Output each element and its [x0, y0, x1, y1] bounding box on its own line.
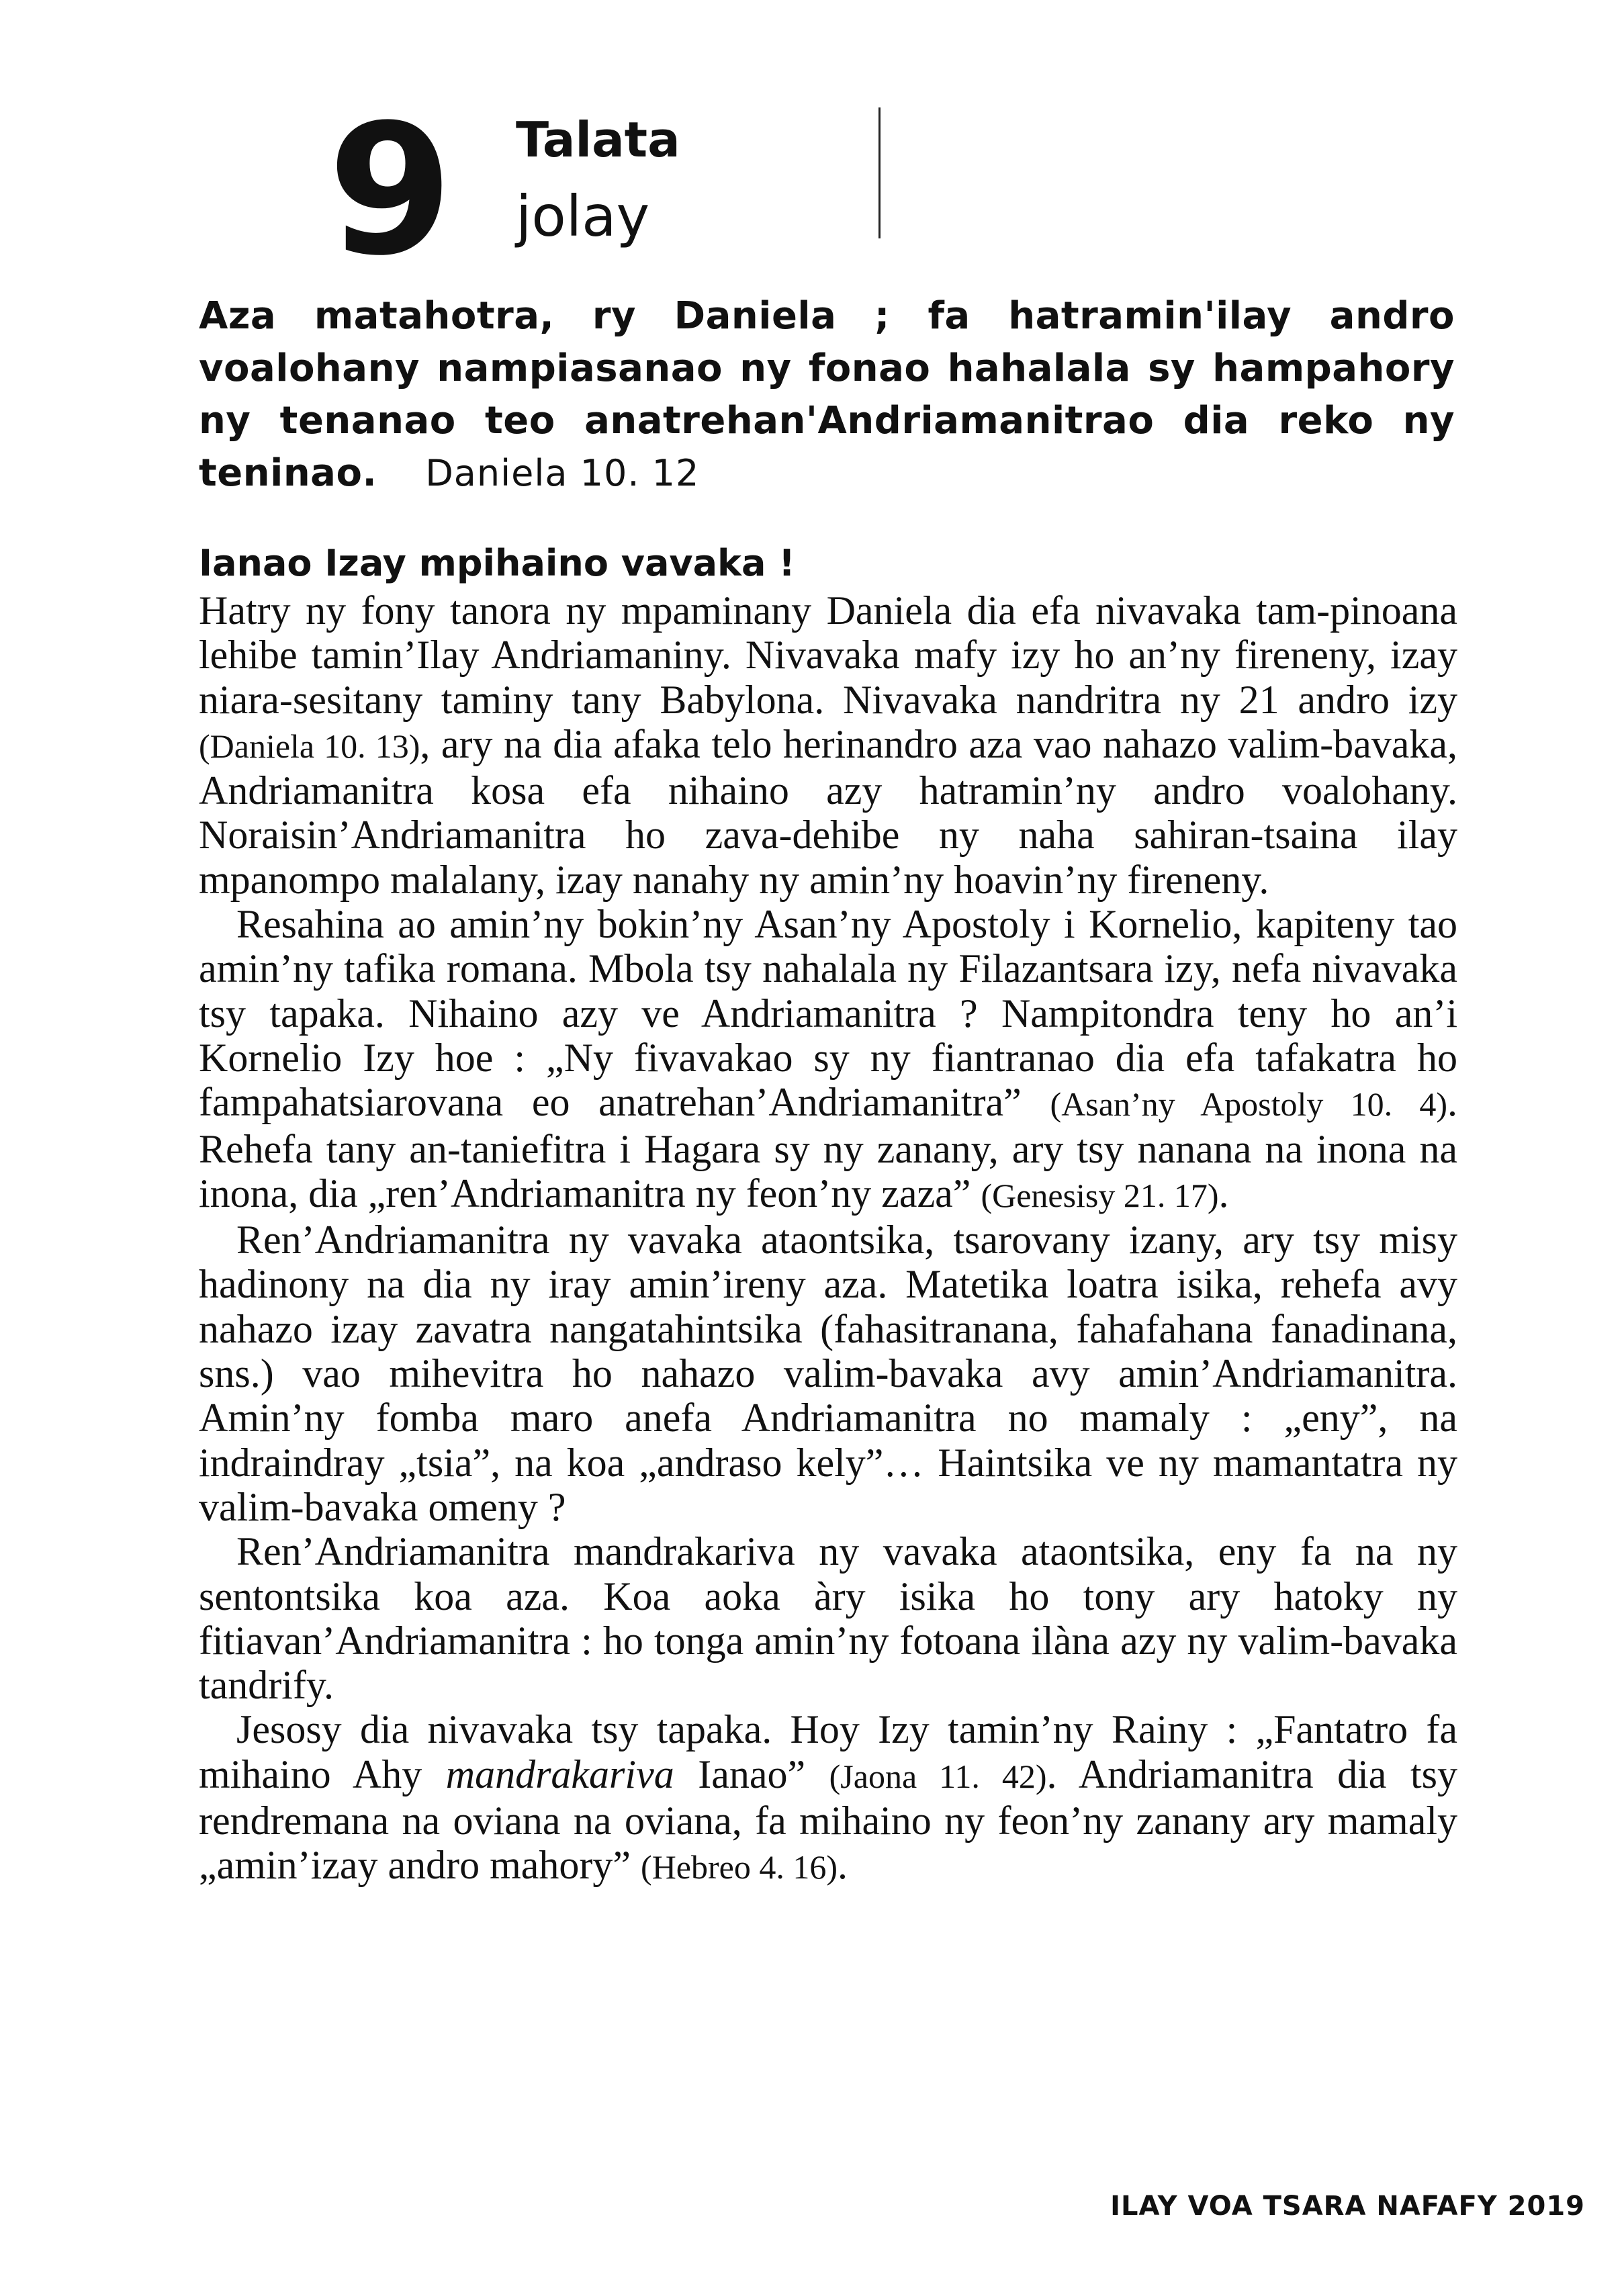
weekday-label: Talata	[516, 111, 680, 168]
paragraph-text: Hatry ny fony tanora ny mpaminany Daniela dia efa nivavaka tam-pinoana lehibe tamin’Ilay Andriamaniny. Nivavaka mafy izy ho an’ny fireneny, izay niara-sesitany taminy tany Babylona. Nivavaka nandritra ny 21 andro izy	[199, 588, 1457, 722]
paragraph-text: .	[838, 1843, 848, 1888]
bible-reference: (Daniela 10. 13)	[199, 727, 420, 765]
paragraph-5	[199, 1707, 1457, 1889]
paragraph-text: Ren’Andriamanitra ny vavaka ataontsika, tsarovany izany, ary tsy misy hadinony na dia ny iray amin’ireny aza. Matetika loatra isika, rehefa avy nahazo izay zavatra nangatahintsika (fahasitranana, fahafahana fanadinana, sns.) vao mihevitra ho nahazo valim-bavaka avy amin’Andriamanitra. Amin’ny fomba maro anefa Andriamanitra no mamaly : „eny”, na indraindray „tsia”, na koa „andraso kely”… Haintsika ve ny mamantatra ny valim-bavaka omeny ?	[199, 1218, 1457, 1529]
paragraph-2	[199, 902, 1457, 1218]
paragraph-text: Jesosy dia nivavaka tsy tapaka. Hoy Izy tamin’ny Rainy : „Fantatro fa mihaino Ahy	[199, 1707, 1457, 1797]
paragraph-text: . Rehefa tany an-taniefitra i Hagara sy ny zanany, ary tsy nanana na inona na inona, dia „ren’Andriamanitra ny feon’ny zaza”	[199, 1080, 1457, 1216]
bible-reference: (Asan’ny Apostoly 10. 4)	[1050, 1085, 1447, 1124]
paragraph-4	[199, 1529, 1457, 1707]
emphasis-text: mandrakariva	[445, 1752, 674, 1797]
paragraph-text: Ianao”	[674, 1752, 829, 1797]
footer-title: ILAY VOA TSARA NAFAFY 2019	[1110, 2191, 1585, 2222]
bible-reference: (Genesisy 21. 17)	[981, 1176, 1219, 1214]
paragraph-text: . Andriamanitra dia tsy rendremana na oviana na oviana, fa mihaino ny feon’ny zanany ary mamaly „amin’izay andro mahory”	[199, 1752, 1457, 1888]
paragraph-1	[199, 588, 1457, 902]
article-title: Ianao Izay mpihaino vavaka !	[199, 542, 795, 584]
paragraph-text: Ren’Andriamanitra mandrakariva ny vavaka ataontsika, eny fa na ny sentontsika koa aza. Koa aoka àry isika ho tony ary hatoky ny fitiavan’Andriamanitra : ho tonga amin’ny fotoana ilàna azy ny valim-bavaka tandrify.	[199, 1529, 1457, 1708]
verse-text: Aza matahotra, ry Daniela ; fa hatramin'ilay andro voalohany nampiasanao ny fonao hahalala sy hampahory ny tenanao teo anatrehan'Andriamanitrao dia reko ny teninao.	[199, 294, 1455, 495]
day-number: 9	[328, 86, 451, 295]
header-divider	[878, 107, 881, 238]
article-body	[199, 588, 1457, 1890]
paragraph-3	[199, 1218, 1457, 1529]
month-label: jolay	[516, 183, 650, 249]
paragraph-text: Resahina ao amin’ny bokin’ny Asan’ny Apostoly i Kornelio, kapiteny tao amin’ny tafika romana. Mbola tsy nahalala ny Filazantsara izy, nefa nivavaka tsy tapaka. Nihaino azy ve Andriamanitra ? Nampitondra teny ho an’i Kornelio Izy hoe : „Ny fivavakao sy ny fiantranao dia efa tafakatra ho fampahatsiarovana eo anatrehan’Andriamanitra”	[199, 902, 1457, 1125]
daily-verse	[199, 290, 1455, 500]
paragraph-text: , ary na dia afaka telo herinandro aza vao nahazo valim-bavaka, Andriamanitra kosa efa nihaino azy hatramin’ny andro voalohany. Noraisin’Andriamanitra ho zava-dehibe ny naha sahiran-tsaina ilay mpanompo malalany, izay nanahy ny amin’ny hoavin’ny fireneny.	[199, 721, 1457, 902]
bible-reference: (Jaona 11. 42)	[829, 1757, 1047, 1795]
paragraph-text: .	[1218, 1171, 1229, 1216]
verse-reference: Daniela 10. 12	[425, 452, 700, 494]
bible-reference: (Hebreo 4. 16)	[641, 1848, 838, 1886]
